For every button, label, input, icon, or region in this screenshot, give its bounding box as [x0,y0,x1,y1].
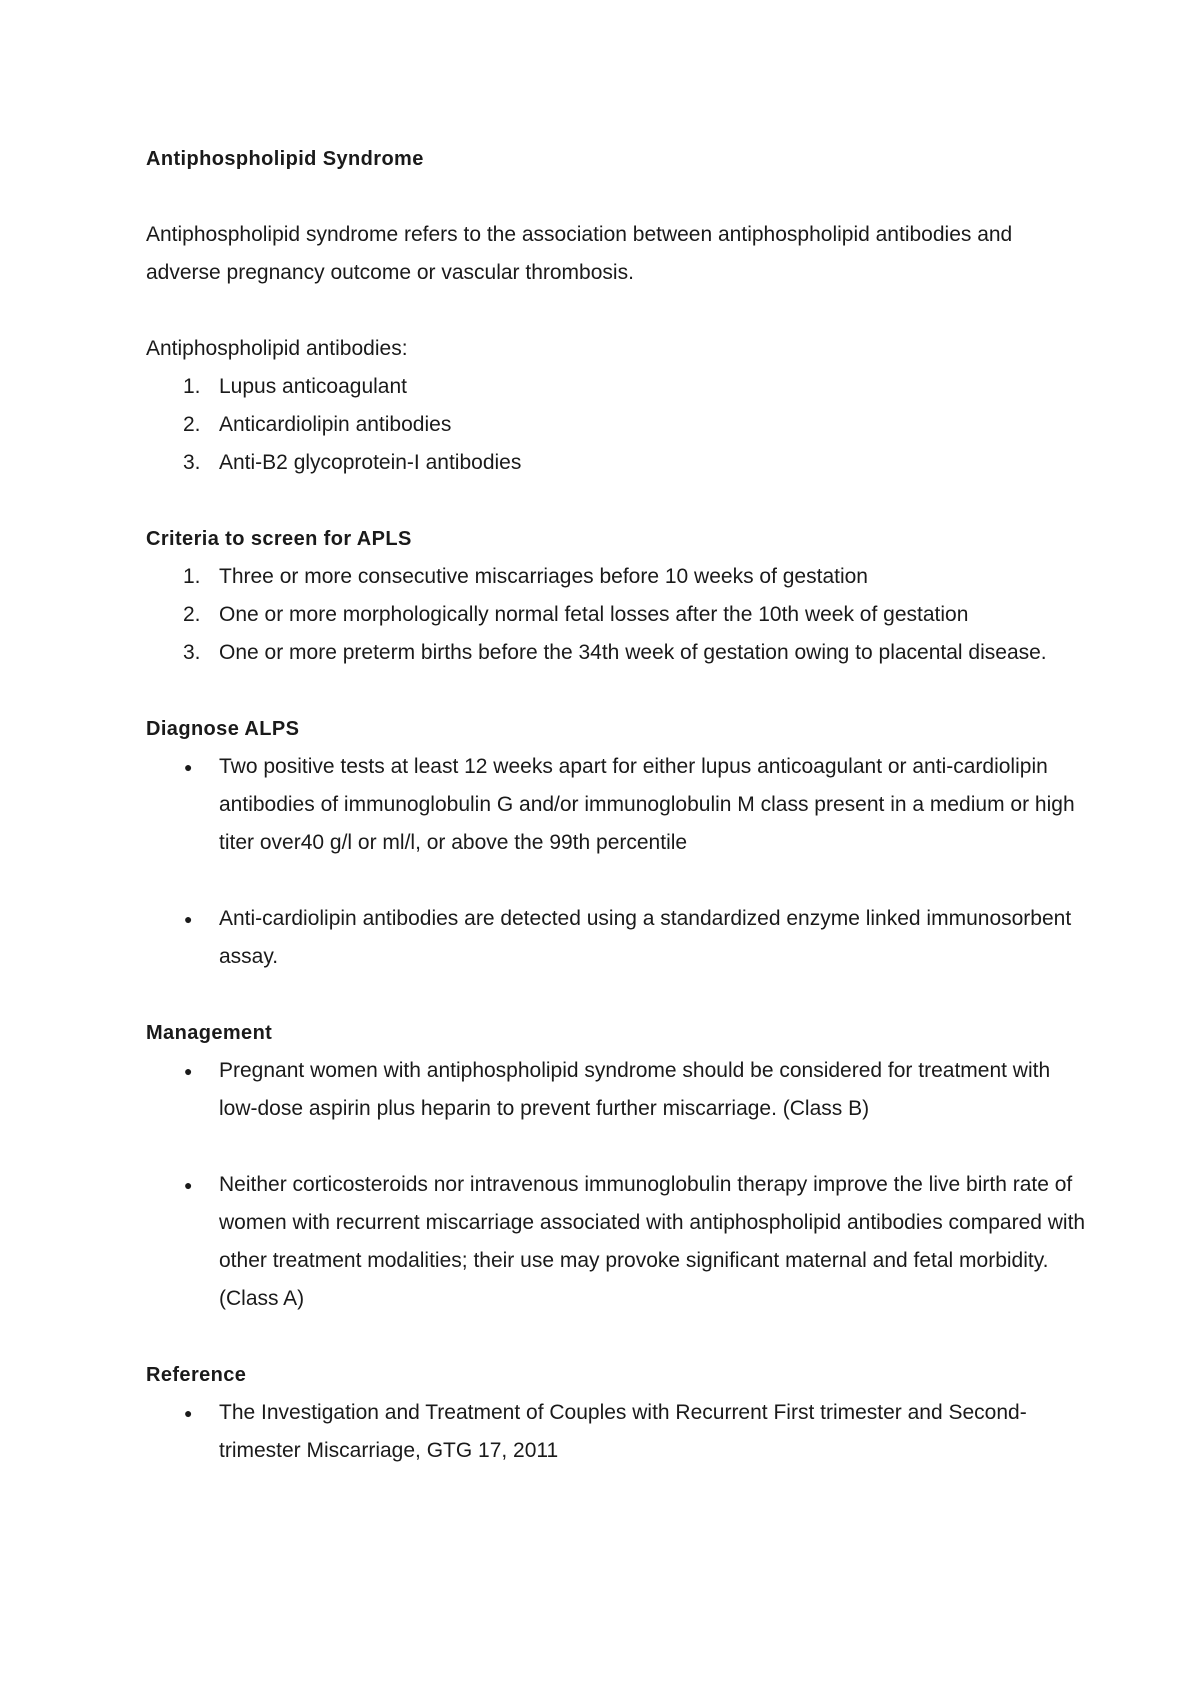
diagnose-list [146,748,1086,976]
management-heading: Management [146,1022,273,1044]
list-item [146,900,1086,976]
list-item [146,634,1086,672]
criteria-list [146,558,1086,672]
list-number: 3. [183,641,201,664]
list-item [146,406,1086,444]
list-item-text: One or more morphologically normal fetal losses after the 10th week of gestation [219,603,969,626]
bullet-icon: ● [184,1177,193,1193]
list-number: 2. [183,603,201,626]
bullet-icon: ● [184,759,193,775]
reference-heading: Reference [146,1364,247,1386]
list-number: 2. [183,413,201,436]
list-number: 1. [183,565,201,588]
list-item [146,1394,1086,1470]
document-title: Antiphospholipid Syndrome [146,148,424,170]
list-item-text: One or more preterm births before the 34th week of gestation owing to placental disease. [219,641,1047,664]
list-item [146,1052,1086,1128]
list-item-text: Three or more consecutive miscarriages before 10 weeks of gestation [219,565,868,588]
intro-paragraph: Antiphospholipid syndrome refers to the association between antiphospholipid antibodies and adverse pregnancy outcome or vascular thrombosis. [146,223,1013,284]
list-item-text: Lupus anticoagulant [219,375,407,398]
diagnose-heading: Diagnose ALPS [146,718,300,740]
bullet-icon: ● [184,1063,193,1079]
list-item [146,444,1086,482]
antibodies-label: Antiphospholipid antibodies: [146,337,408,360]
list-item [146,558,1086,596]
list-item [146,1166,1086,1318]
list-item-text: Two positive tests at least 12 weeks apart for either lupus anticoagulant or anti-cardiolipin antibodies of immunoglobulin G and/or immunoglobulin M class present in a medium or high titer over40 g/l or ml/l, or above the 99th percentile [219,755,1075,854]
management-list [146,1052,1086,1318]
list-item [146,748,1086,862]
document-page [146,140,1086,1470]
list-item [146,596,1086,634]
list-item-text: Anticardiolipin antibodies [219,413,452,436]
bullet-icon: ● [184,1405,193,1421]
list-item-text: Anti-cardiolipin antibodies are detected using a standardized enzyme linked immunosorbent assay. [219,907,1072,968]
list-item-text: Pregnant women with antiphospholipid syndrome should be considered for treatment with low-dose aspirin plus heparin to prevent further miscarriage. (Class B) [219,1059,1051,1120]
bullet-icon: ● [184,911,193,927]
list-number: 1. [183,375,201,398]
list-item [146,368,1086,406]
list-number: 3. [183,451,201,474]
antibodies-list [146,368,1086,482]
list-item-text: The Investigation and Treatment of Couples with Recurrent First trimester and Second-trimester Miscarriage, GTG 17, 2011 [219,1401,1027,1462]
list-item-text: Anti-B2 glycoprotein-I antibodies [219,451,522,474]
list-item-text: Neither corticosteroids nor intravenous immunoglobulin therapy improve the live birth rate of women with recurrent miscarriage associated with antiphospholipid antibodies compared with other treatment modalities; their use may provoke significant maternal and fetal morbidity. (Class A) [219,1173,1086,1310]
reference-list [146,1394,1086,1470]
criteria-heading: Criteria to screen for APLS [146,528,412,550]
